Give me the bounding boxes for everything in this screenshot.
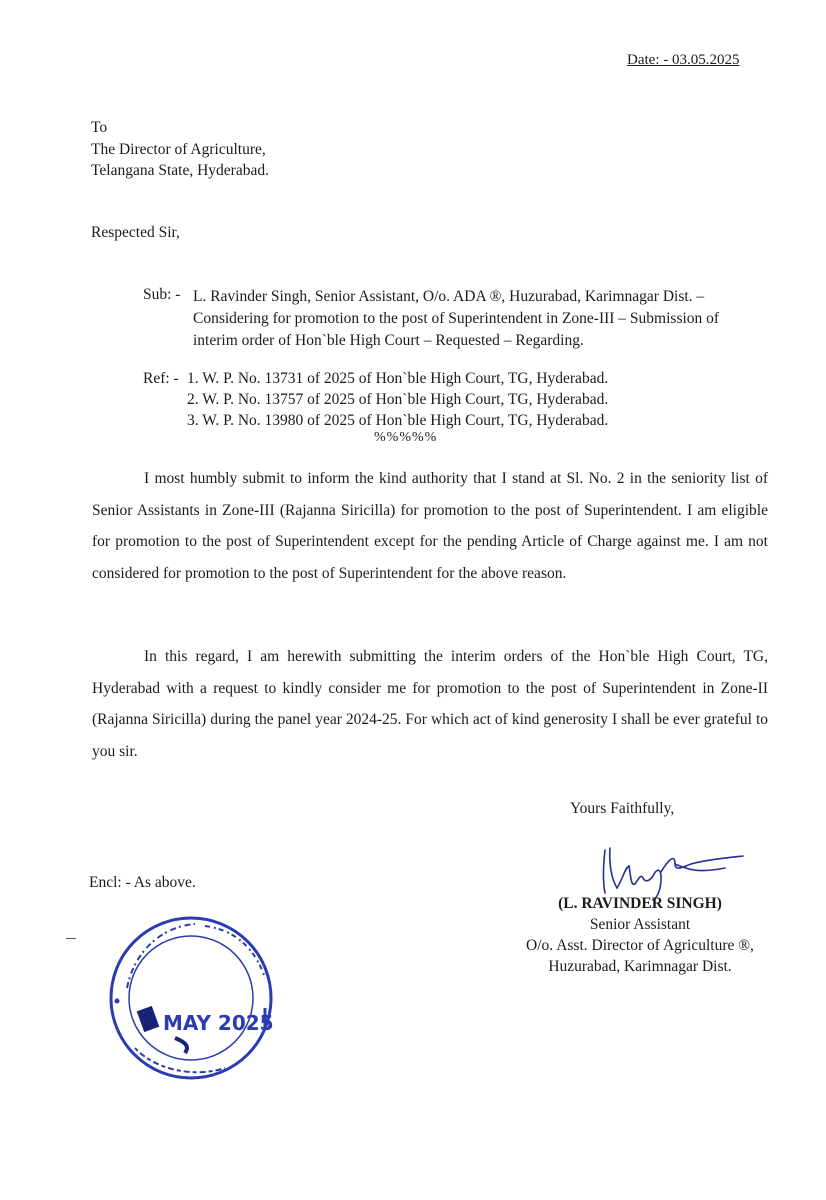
- office-stamp: [105, 908, 285, 1093]
- stamp-date: MAY 2025: [163, 1011, 274, 1035]
- addressee-line-1: To: [91, 119, 108, 136]
- margin-mark: [66, 938, 76, 939]
- reference-item: 3. W. P. No. 13980 of 2025 of Hon`ble High Court, TG, Hyderabad.: [187, 412, 609, 429]
- signatory-designation: Senior Assistant: [589, 916, 691, 933]
- enclosure-note: Encl: - As above.: [89, 874, 196, 891]
- salutation: Respected Sir,: [91, 224, 180, 241]
- signatory-office: O/o. Asst. Director of Agriculture ®,: [526, 937, 754, 954]
- reference-item: 1. W. P. No. 13731 of 2025 of Hon`ble High Court, TG, Hyderabad.: [187, 370, 609, 387]
- closing: Yours Faithfully,: [570, 800, 675, 817]
- signatory-block: [500, 893, 780, 977]
- reference-item: 2. W. P. No. 13757 of 2025 of Hon`ble High Court, TG, Hyderabad.: [187, 391, 609, 408]
- body-paragraph-2: In this regard, I am herewith submitting the interim orders of the Hon`ble High Court, TG, Hyderabad with a request to kindly consider me for promotion to the post of Superintendent in Zone-II (Rajanna Siricilla) during the panel year 2024-25. For which act of kind generosity I shall be ever grateful to you sir.: [92, 648, 768, 760]
- addressee-line-2: The Director of Agriculture,: [91, 141, 266, 158]
- body-paragraph-1: I most humbly submit to inform the kind authority that I stand at Sl. No. 2 in the seniority list of Senior Assistants in Zone-III (Rajanna Siricilla) for promotion to the post of Superintendent. I am eligible for promotion to the post of Superintendent except for the pending Article of Charge against me. I am not considered for promotion to the post of Superintendent for the above reason.: [92, 470, 768, 582]
- reference-list: [187, 368, 608, 431]
- addressee-line-3: Telangana State, Hyderabad.: [91, 162, 269, 179]
- signatory-name: (L. RAVINDER SINGH): [558, 895, 722, 912]
- subject-label: Sub: -: [143, 286, 181, 303]
- letter-date: Date: - 03.05.2025: [627, 52, 740, 68]
- reference-label: Ref: -: [143, 370, 179, 387]
- signatory-location: Huzurabad, Karimnagar Dist.: [548, 958, 732, 975]
- subject-text: L. Ravinder Singh, Senior Assistant, O/o. ADA ®, Huzurabad, Karimnagar Dist. – Considering for promotion to the post of Superintendent in Zone-III – Submission of interim order of Hon`ble High Court – Requested – Regarding.: [193, 288, 720, 349]
- reference-separator: %%%%%: [374, 430, 438, 445]
